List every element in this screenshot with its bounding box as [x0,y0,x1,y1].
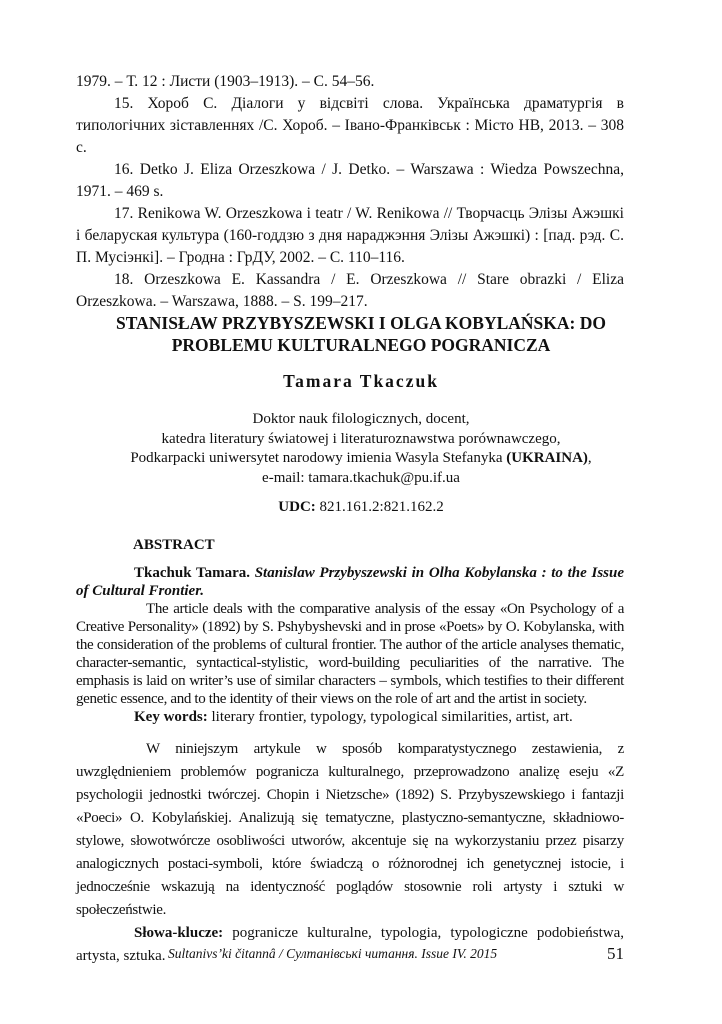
abstract-section [76,564,624,726]
affiliation-department: katedra literatury światowej i literaturoznawstwa porównawczego, [161,430,561,447]
udc-line [76,499,646,516]
abstract-title-en: Stanislaw Przybyszewski in Olha Kobylanska : to the Issue of Cultural Frontier. [76,565,625,599]
reference-item-17: 17. Renikowa W. Orzeszkowa i teatr / W. Renikowa // Творчасць Элізы Ажэшкі і беларуская культура (160-годдзю з дня нараджэння Элізы Ажэшкі) : [пад. рэд. С. П. Мусіэнкі]. – Гродна : ГрДУ, 2002. – С. 110–116. [76,205,624,266]
abstract-citation [76,564,624,600]
polish-summary [76,738,624,968]
abstract-keywords [76,708,624,726]
udc-label: UDC: [278,499,316,515]
affiliation-degree: Doktor nauk filologicznych, docent, [252,411,470,427]
affiliation-country: (UKRAINA) [506,450,588,466]
author-affiliation [76,410,646,488]
polish-keywords-label: Słowa-klucze: [134,925,224,941]
affiliation-university-name: Podkarpacki uniwersytet narodowy imienia Wasyla Stefanyka [130,450,503,466]
page-footer [76,944,624,968]
article-title-line-1: STANISŁAW PRZYBYSZEWSKI I OLGA KOBYLAŃSKA: DO [116,313,606,333]
reference-continuation: 1979. – Т. 12 : Листи (1903–1913). – С. 54–56. [76,73,375,90]
affiliation-comma: , [587,450,592,466]
polish-summary-text: W niniejszym artykule w sposób komparatystycznego zestawienia, z uwzględnieniem problemów pogranicza kulturalnego, przeprowadzono analizę eseju «Z psychologii jednostki twórczej. Chopin i Nietzsche» (1892) S. Przybyszewskiego i fantazji «Poeci» O. Kobylańskiej. Analizują się tematyczne, plastyczno-semantyczne, składniowo-stylowe, słowotwórcze osobliwości utworów, akcentuje się na wykorzystaniu przez pisarzy analogicznych postaci-symboli, które świadczą o różnorodnej ich genetycznej istocie, i jednocześnie wskazują na identyczność poglądów stosownie roli artysty i sztuki w społeczeństwie. [76,741,624,918]
page-number: 51 [607,944,624,963]
references-list [76,71,624,313]
article-author: Tamara Tkaczuk [283,371,439,391]
abstract-author-name: Tkachuk Tamara. [134,565,250,581]
reference-item-15: 15. Хороб С. Діалоги у відсвіті слова. Українська драматургія в типологічних зіставленнях /С. Хороб. – Івано-Франківськ : Місто НВ, 2013. – 308 с. [76,95,624,156]
article-title-line-2: PROBLEMU KULTURALNEGO POGRANICZA [171,335,551,355]
abstract-keywords-label: Key words: [134,709,208,725]
reference-item-16: 16. Detko J. Eliza Orzeszkowa / J. Detko. – Warszawa : Wiedza Powszechna, 1971. – 469 s. [76,161,624,200]
reference-item-18: 18. Orzeszkowa E. Kassandra / E. Orzeszkowa // Stare obrazki / Eliza Orzeszkowa. – Warszawa, 1888. – S. 199–217. [76,271,624,310]
abstract-keywords-list: literary frontier, typology, typological similarities, artist, art. [211,709,573,725]
footer-journal-title: Sultanivs’ki čitannâ / Султанівські читання. Issue IV. 2015 [168,946,498,961]
article-title [76,312,646,356]
affiliation-university [76,449,646,469]
udc-value: 821.161.2:821.162.2 [319,499,444,515]
abstract-heading: ABSTRACT [133,537,215,553]
affiliation-email: e-mail: tamara.tkachuk@pu.if.ua [262,469,460,486]
polish-keywords-list: pogranicze kulturalne, typologia, typologiczne podobieństwa, artysta, sztuka. [76,925,625,964]
abstract-text: The article deals with the comparative analysis of the essay «On Psychology of a Creative Personality» (1892) by S. Pshybyshevski and in prose «Poets» by O. Kobylanska, with the consideration of the problems of cultural frontier. The author of the article analyses thematic, character-semantic, syntactical-stylistic, word-building peculiarities of the narrative. The emphasis is laid on writer’s use of similar characters – symbols, which testifies to their different genetic essence, and to the identity of their views on the role of art and the artist in society. [76,601,624,707]
